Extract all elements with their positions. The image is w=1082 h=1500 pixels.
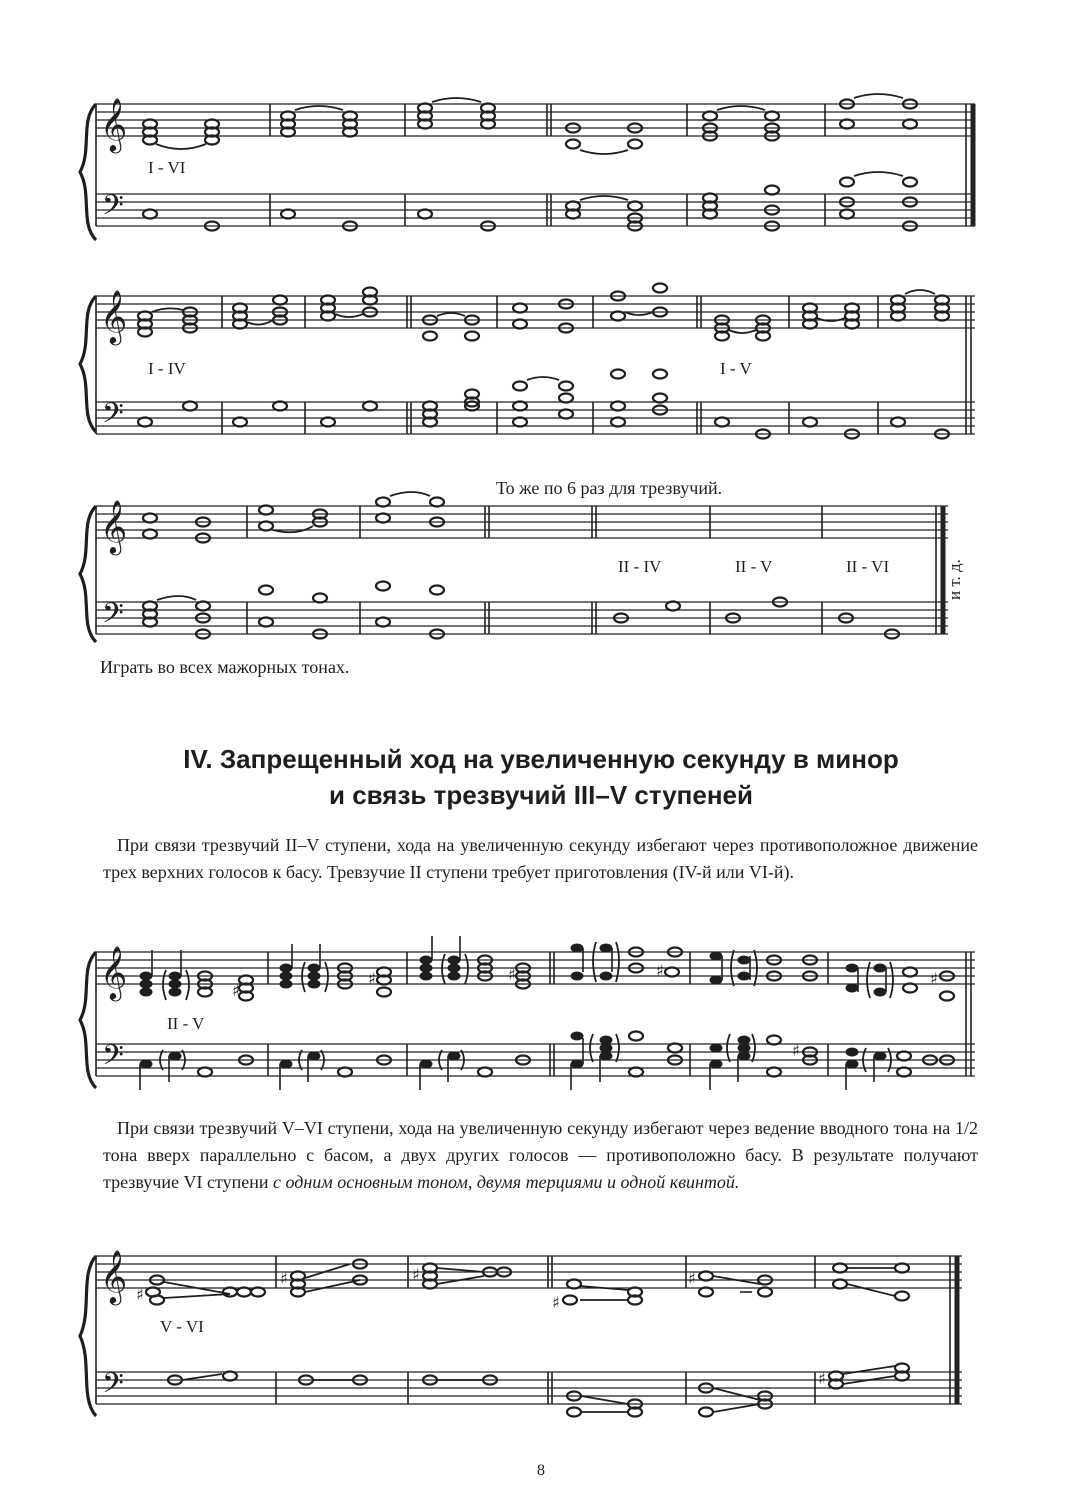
harmony-label: II - IV: [618, 557, 662, 576]
barlines: [96, 506, 943, 634]
barlines: [96, 1256, 957, 1404]
paragraph-2: [103, 1115, 978, 1196]
paragraph-2-italic: с одним основным тоном, двумя терциями и одной квинтой.: [272, 1172, 740, 1192]
bass-notes: [138, 370, 949, 439]
brace: [80, 104, 96, 240]
section-title-line1: IV. Запрещенный ход на увеличенную секунду в минор: [183, 744, 899, 774]
svg-text:♯: ♯: [930, 969, 938, 988]
harmony-label: II - VI: [846, 557, 890, 576]
barlines: [96, 296, 971, 434]
svg-text:♯: ♯: [412, 1265, 420, 1284]
svg-text:♯: ♯: [656, 961, 664, 980]
treble-clef-icon: 𝄞: [100, 499, 128, 553]
section-title-line2: и связь трезвучий III–V ступеней: [329, 780, 753, 810]
svg-text:♯: ♯: [280, 1269, 288, 1288]
bass-staff: [96, 1044, 975, 1076]
treble-clef-icon: 𝄞: [100, 1249, 128, 1303]
svg-text:♯: ♯: [818, 1369, 826, 1388]
score-system-3: [0, 494, 1082, 654]
bass-clef-icon: 𝄢: [102, 1039, 124, 1079]
treble-clef-icon: 𝄞: [100, 945, 128, 999]
treble-staff: [96, 952, 975, 984]
play-note: Играть во всех мажорных тонах.: [100, 657, 350, 677]
harmony-label: V - VI: [160, 1317, 204, 1336]
treble-notes: [143, 94, 917, 154]
harmony-label: I - VI: [148, 158, 186, 177]
svg-text:♯: ♯: [232, 981, 240, 1000]
music-system-5: [0, 1234, 1082, 1434]
brace: [80, 506, 96, 642]
paragraph-1: [103, 832, 978, 886]
harmony-label: I - V: [720, 359, 752, 378]
svg-text:♯: ♯: [792, 1041, 800, 1060]
treble-clef-icon: 𝄞: [100, 97, 128, 151]
score-system-4: [0, 930, 1082, 1090]
treble-clef-icon: 𝄞: [100, 289, 128, 343]
bass-clef-icon: 𝄢: [102, 597, 124, 637]
side-note: и т. д.: [945, 559, 964, 600]
bass-staff: [96, 602, 948, 634]
svg-text:♯: ♯: [552, 1293, 560, 1312]
bass-clef-icon: 𝄢: [102, 1367, 124, 1407]
bass-notes: [140, 1032, 954, 1091]
svg-text:♯: ♯: [368, 969, 376, 988]
music-system-1: [0, 90, 1082, 250]
score-system-1: [0, 90, 1082, 250]
paragraph-1-text: При связи трезвучий II–V ступени, хода на увеличенную секунду избегают через противоположное движение трех верхних голосов к басу. Тревзучие II ступени требует приготовления (IV-й или VI-й).: [103, 835, 978, 882]
harmony-label: I - IV: [148, 359, 186, 378]
music-system-3: [0, 494, 1082, 654]
treble-notes: [143, 492, 444, 543]
treble-staff: [96, 296, 975, 328]
treble-notes: [136, 1260, 909, 1313]
svg-text:♯: ♯: [508, 965, 516, 984]
score-system-5: [0, 1234, 1082, 1434]
svg-text:♯: ♯: [688, 1269, 696, 1288]
music-system-2: [0, 282, 1082, 442]
page-number: 8: [537, 1462, 545, 1479]
harmony-label: II - V: [735, 557, 773, 576]
score-system-2: [0, 282, 1082, 442]
harmony-label: II - V: [167, 1014, 205, 1033]
paragraph-2-text: При связи трезвучий V–VI ступени, хода на увеличенную секунду избегают через ведение вводного тона на 1/2 тона вверх параллельно с басом, а двух других голосов — противоположно басу. В результате получают трезвучие VI ступени: [103, 1118, 978, 1192]
svg-text:♯: ♯: [136, 1285, 144, 1304]
music-system-4: [0, 930, 1082, 1090]
barlines: [96, 952, 971, 1076]
brace: [80, 1256, 96, 1416]
system3-note: То же по 6 раз для трезвучий.: [496, 478, 723, 498]
brace: [80, 296, 96, 432]
treble-staff: [96, 506, 948, 538]
brace: [80, 952, 96, 1088]
bass-notes: [143, 172, 917, 231]
bass-clef-icon: 𝄢: [102, 397, 124, 437]
bass-staff: [96, 402, 975, 434]
bass-clef-icon: 𝄢: [102, 189, 124, 229]
